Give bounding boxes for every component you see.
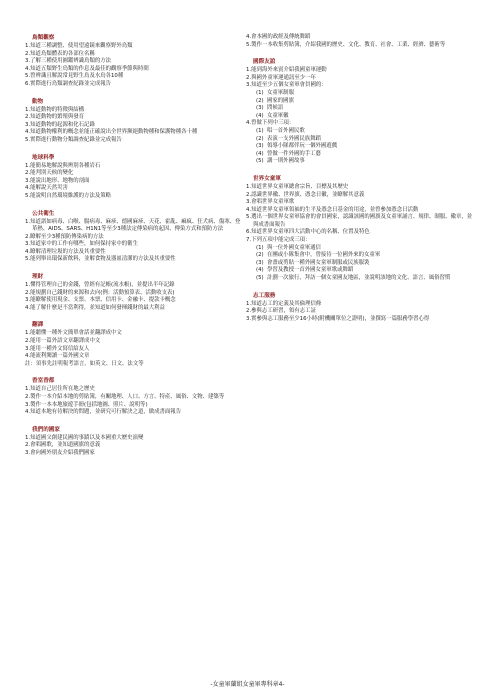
item-list	[246, 183, 473, 283]
section-title: 鳥類觀察	[32, 35, 55, 41]
list-item: 5.製作一本收集剪貼簿，介紹我國的歷史、文化、教育、社會、工業、經濟、藝術等	[246, 41, 446, 48]
section-title: 翻譯	[32, 322, 44, 329]
right-section-3	[246, 292, 473, 324]
item-list	[25, 43, 242, 89]
list-item: 1.能聽懂一種外文簡單會話並翻譯成中文	[25, 330, 122, 337]
list-item: 1.知道諾如病毒、白喉、腸病毒、麻疹、德國麻疹、天花、霍亂、痲疯、狂犬病、傷寒、登革熱、AIDS、SARS、H1N1等至少3種法定傳染病的起因、傳染方式和預防方法	[25, 218, 241, 233]
list-item: 3.能用一種外文寫信給友人	[25, 345, 90, 352]
sub-list-item: (4) 女童軍徽	[274, 113, 473, 121]
list-item: 5.能列舉出環保新飲料，並解食物及器皿清潔的方法及其重要性	[25, 256, 176, 263]
section-title: 香室香都	[32, 378, 55, 385]
item-list	[25, 330, 242, 368]
list-item: 2.參與志工研習，領有志工証	[246, 308, 316, 315]
list-item: 3.了解三種使用圖鑑辨識鳥類的方法	[25, 58, 112, 65]
section-title: 理財	[32, 274, 44, 281]
list-item: 5.曾辨識且解說常見野生鳥及水鳥各10種	[25, 73, 124, 80]
item-list	[25, 434, 242, 458]
list-item: 2.製作一本介紹本地的剪貼簿，有關地理、人口、方言、特產、風俗、文物、建築等	[25, 394, 225, 400]
right-section-2	[246, 175, 473, 283]
section-title: 我們的國家	[32, 426, 60, 433]
list-item: 註：須事先註明報考語言，如英文、日文、法文等	[25, 360, 144, 367]
section-title: 國際友誼	[253, 59, 276, 66]
list-item: 3.知道至少五個女童軍會員國的：	[246, 82, 327, 89]
sub-list-item: (1) 唱一首外國民歌	[274, 128, 473, 136]
list-item: 3.實參與志工服務至少16小時(附機關單位之證明)，並撰寫一篇服務學習心得	[246, 315, 430, 322]
page-footer: -女童軍蘭組女童軍專科章4-	[210, 681, 285, 688]
item-list	[25, 386, 242, 416]
sub-list	[260, 90, 473, 120]
list-item: 4.知道世界女童軍領袖的生平及憑念日基金的用途，並曾參加憑念日活動	[246, 206, 419, 213]
sub-list	[260, 128, 473, 166]
list-item: 2.能用一篇外語文章翻譯成中文	[25, 338, 101, 345]
list-item: 1.知道國父創建民國的事蹟以及本國重大歷史演變	[25, 434, 144, 441]
sub-list-item: (4) 學習及教授一首外國女童軍歌或舞蹈	[274, 267, 473, 275]
list-item: 1.知道動物的特徵與結構	[25, 106, 85, 113]
item-list	[25, 106, 242, 145]
sub-list-item: (5) 計劃一次旅行，拜訪一個女童國友地區，並說明該地的文化、語言、風俗習慣	[274, 275, 473, 283]
left-section-7	[25, 426, 242, 458]
list-item: 2.能規劃自己錢財的來源和去向(例：活動預算表、活動收支表)	[25, 289, 175, 296]
item-list	[25, 282, 242, 312]
right-section-1	[246, 58, 473, 166]
list-item: 6.實際進行鳥類調查紀錄並完成報告	[25, 80, 112, 87]
list-item: 4.能了解什麼是不當利得，並知道如何發揮錢財的最大利益	[25, 304, 165, 311]
list-item: 3.製作一本本地旅遊手冊(包括地圖、照片、說明等)	[25, 401, 148, 408]
sub-list-item: (1) 女童軍制服	[274, 90, 473, 98]
list-item: 2.瞭解至少3種預防傳染病的方法	[25, 233, 104, 240]
left-section-1	[25, 98, 242, 145]
section-title: 動物	[32, 98, 44, 105]
sub-list-item: (2) 表演一支外國民族舞蹈	[274, 136, 473, 144]
sub-list-item: (3) 領導小隊都伴玩一個外國遊戲	[274, 143, 473, 151]
item-list	[246, 34, 473, 49]
left-section-3	[25, 210, 242, 265]
left-section-6	[25, 377, 242, 416]
section-title: 世界女童軍	[253, 175, 281, 182]
list-item: 3.能瞭解使用現金、支票、本票、信用卡、金融卡、提款卡概念	[25, 297, 176, 304]
sub-list-item: (2) 在團或小隊集會中，曾接待一位國外來的女童軍	[274, 252, 473, 260]
list-item: 2.知道動物的繁殖與發育	[25, 114, 85, 121]
list-item: 4.知道五類野生鳥類的作息及最佳的觀察季節與時間	[25, 65, 149, 72]
list-item: 1.知道三種調整、使用望遠鏡來觀察野外鳥類	[25, 43, 133, 49]
list-item: 2.能判別天候的變化	[25, 170, 74, 177]
sub-list	[260, 245, 473, 283]
list-item: 1.能到海外來賓介紹我國童軍運動	[246, 67, 327, 74]
list-item: 1.知道自己居住所在地之歷史	[25, 386, 95, 393]
list-item: 1.知道世界女童軍總會宗旨、目標及其歷史	[246, 183, 349, 190]
sub-list-wrapper	[253, 90, 473, 120]
list-item: 1.能簡易地解說與辨別各種岩石	[25, 162, 101, 169]
sub-list-item: (2) 國家的國旗	[274, 98, 473, 106]
list-item: 5.能說明自然環境維護的方法及策略	[25, 192, 112, 199]
list-item: 5.選出一個世界女童軍協會的會員國家，認識該國的國旗及女童軍誦言、規律、制服、徽章，並與成書面報告	[246, 214, 473, 228]
sub-list-item: (1) 與一位外國女童軍通信	[274, 245, 473, 253]
section-title: 公共衛生	[32, 210, 55, 217]
sub-list-item: (3) 會畫或剪貼一種外國女童軍制服或民族服裝	[274, 260, 473, 268]
sub-list-item: (5) 講一則外國故事	[274, 158, 473, 166]
left-section-2	[25, 154, 242, 201]
list-item: 4.能解說天然災害	[25, 185, 68, 192]
left-section-5	[25, 321, 242, 368]
item-list	[246, 300, 473, 324]
list-item: 1.懂得管理自己的金錢，曾經有記帳(流水帳)，並提出半年記錄	[25, 282, 175, 289]
list-item: 1.知道志工的定義及其倫理信條	[246, 300, 322, 307]
list-item: 3.會唱世界女童軍歌	[246, 199, 295, 206]
list-item: 4.知道本地有待解決的問題，並研究可行解決之道，做成書面報告	[25, 409, 182, 416]
sub-list-wrapper	[253, 128, 473, 166]
list-item: 6.知道世界女童軍四大活動中心的名稱、位置及特色	[246, 229, 370, 236]
list-item: 4.知道動物權利的概念並能正確說出全世界瀕絕動物種和保護物種各十種	[25, 129, 198, 136]
list-item: 4.會本國的政經及傳統舞蹈	[246, 34, 311, 40]
item-list	[246, 67, 473, 166]
item-list	[25, 162, 242, 201]
item-list	[25, 218, 242, 265]
left-section-0	[25, 34, 242, 89]
list-item: 7.下列五項中能完成三項：	[246, 237, 311, 244]
sub-list-wrapper	[253, 245, 473, 283]
sub-list-item: (4) 曾做一件外國的手工藝	[274, 151, 473, 159]
list-item: 4.瞭解清理垃圾的方法及其重要性	[25, 248, 106, 255]
list-item: 4.能流利閱讀一篇外國文章	[25, 353, 90, 360]
list-item: 3.會向國外朋友介紹我們國家	[25, 449, 95, 456]
section-title: 地球科學	[32, 154, 55, 161]
list-item: 3.知道動物的起源和化石記錄	[25, 121, 95, 128]
left-section-4	[25, 273, 242, 312]
list-item: 2.會唱國歌，並知道國旗的意義	[25, 442, 101, 449]
right-column	[246, 34, 473, 332]
left-column	[25, 34, 242, 467]
list-item: 2.認識世界徽、世界旗、憑念日徽，並瞭解其意義	[246, 191, 365, 198]
right-section-0	[246, 34, 473, 49]
section-title: 志工服務	[253, 292, 276, 299]
list-item: 5.實際進行動物分類調查紀錄並完成報告	[25, 136, 122, 143]
sub-list-item: (3) 問候語	[274, 105, 473, 113]
list-item: 3.知道家中的工作有哪些，如何保持家中的衛生	[25, 241, 138, 248]
list-item: 4.曾做下列中三項：	[246, 120, 295, 127]
list-item: 2.知道鳥類體表的各部位名稱	[25, 50, 95, 57]
list-item: 3.能說出地形、地物的剖面	[25, 177, 90, 184]
list-item: 2.與國外童軍運通訊至少一年	[246, 74, 316, 81]
